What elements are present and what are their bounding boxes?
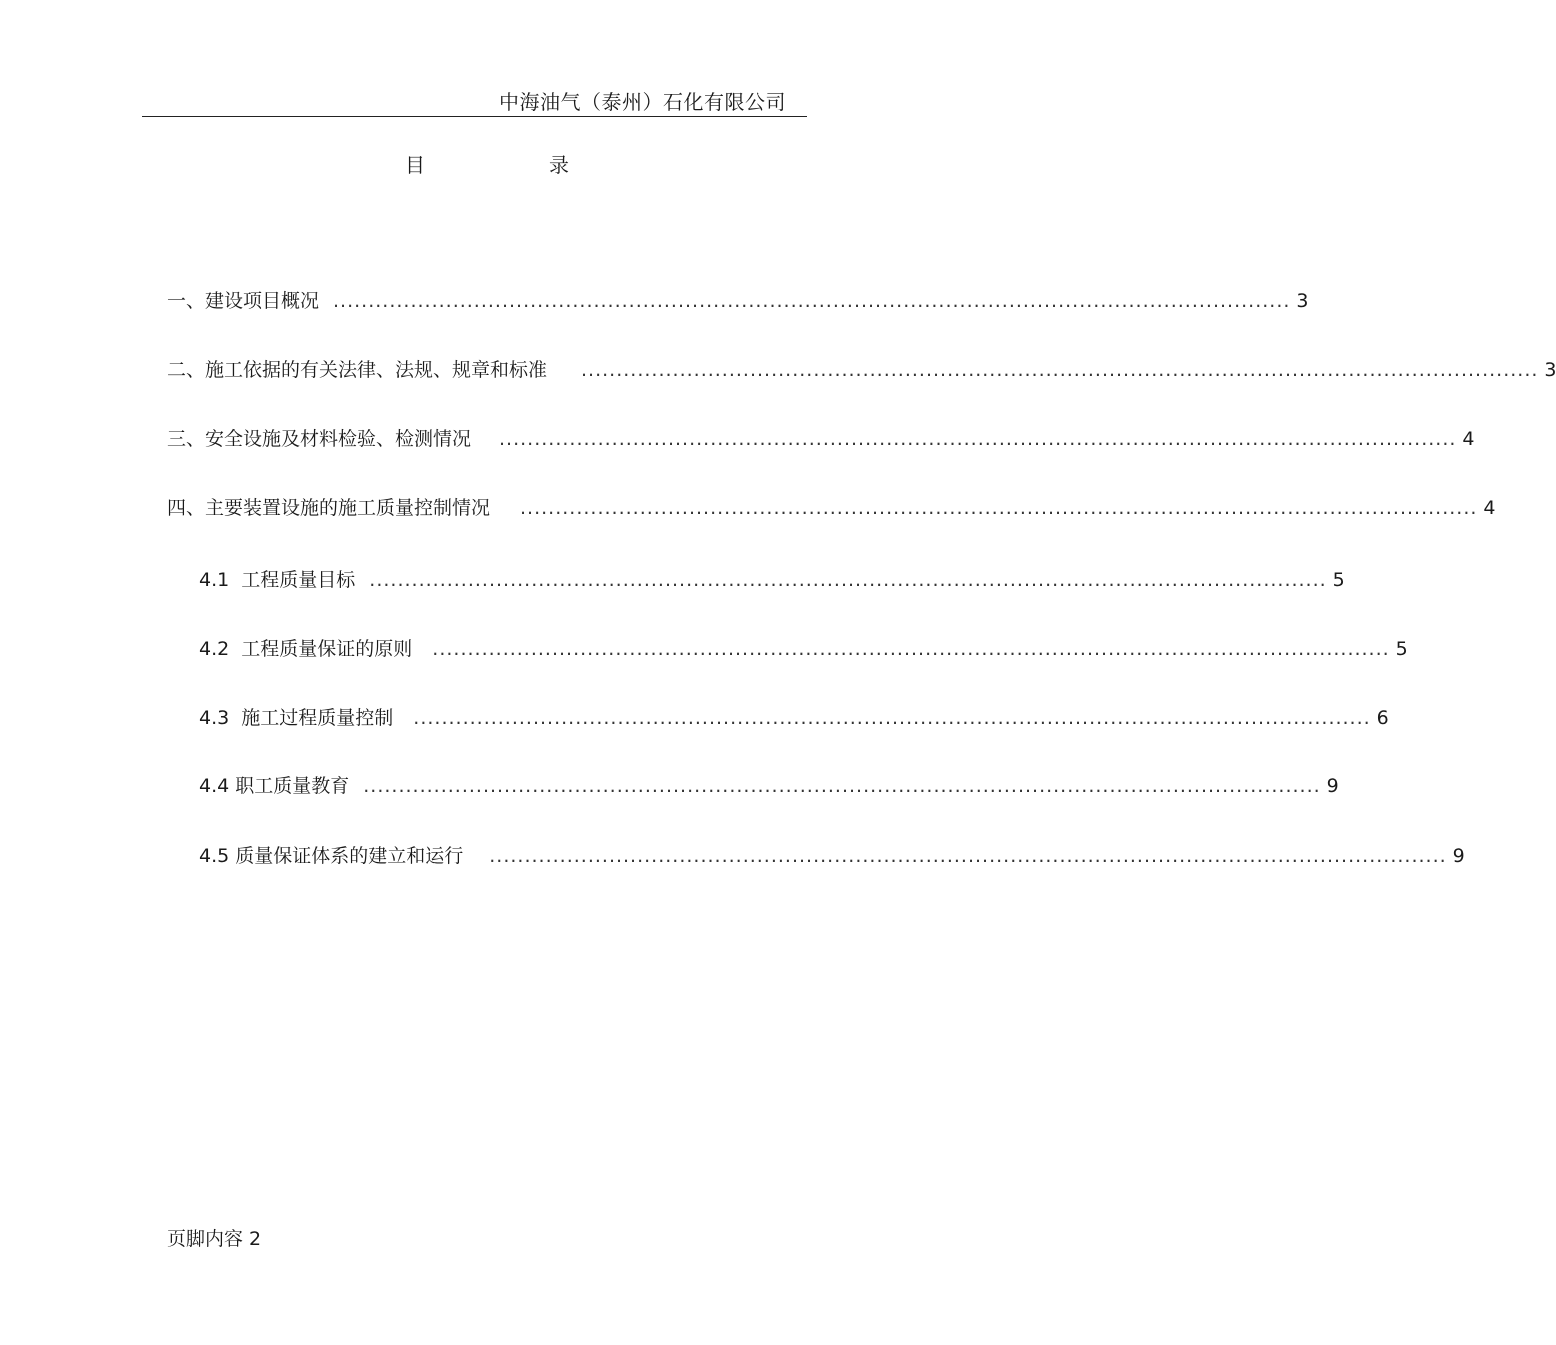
- toc-leader-dots: ........................................................................................................................................: [432, 638, 1390, 660]
- toc-entry[interactable]: [199, 703, 1389, 730]
- toc-entry-label: 4.1 工程质量目标: [199, 569, 356, 591]
- toc-entry-page: 9: [1452, 845, 1465, 867]
- toc-leader-dots: ........................................................................................................................................: [489, 845, 1447, 867]
- toc-entry[interactable]: [199, 841, 1465, 868]
- toc-entry-label: 一、建设项目概况: [167, 290, 320, 312]
- toc-entry[interactable]: [167, 424, 1475, 451]
- toc-entry-page: 4: [1483, 497, 1496, 519]
- toc-entry[interactable]: [199, 634, 1408, 661]
- toc-entry-page: 9: [1326, 775, 1339, 797]
- toc-leader-dots: ........................................................................................................................................: [520, 497, 1478, 519]
- toc-entry-label: 4.3 施工过程质量控制: [199, 707, 394, 729]
- toc-entry-label: 4.2 工程质量保证的原则: [199, 638, 413, 660]
- toc-title-left: 目: [405, 153, 425, 177]
- toc-entry-label: 二、施工依据的有关法律、法规、规章和标准: [167, 359, 548, 381]
- toc-entry-label: 三、安全设施及材料检验、检测情况: [167, 428, 472, 450]
- company-header: 中海油气（泰州）石化有限公司: [499, 90, 786, 114]
- toc-entry-page: 5: [1332, 569, 1345, 591]
- toc-entry-page: 6: [1376, 707, 1389, 729]
- toc-entry[interactable]: [167, 286, 1309, 313]
- toc-entry-label: 4.5 质量保证体系的建立和运行: [199, 845, 464, 867]
- toc-entry[interactable]: [167, 493, 1496, 520]
- toc-leader-dots: ........................................................................................................................................: [413, 707, 1371, 729]
- toc-entry-page: 3: [1296, 290, 1309, 312]
- toc-entry[interactable]: [199, 565, 1345, 592]
- toc-entry[interactable]: [167, 355, 1556, 382]
- toc-leader-dots: ........................................................................................................................................: [499, 428, 1457, 450]
- toc-title-right: 录: [549, 153, 569, 177]
- toc-title: [405, 149, 569, 178]
- toc-entry-label: 四、主要装置设施的施工质量控制情况: [167, 497, 491, 519]
- toc-entry[interactable]: [199, 771, 1339, 798]
- toc-entry-page: 5: [1395, 638, 1408, 660]
- toc-entry-label: 4.4 职工质量教育: [199, 775, 350, 797]
- page-footer: 页脚内容 2: [167, 1228, 262, 1250]
- toc-leader-dots: ........................................................................................................................................: [581, 359, 1539, 381]
- toc-entry-page: 4: [1462, 428, 1475, 450]
- toc-entry-page: 3: [1544, 359, 1556, 381]
- toc-leader-dots: ........................................................................................................................................: [333, 290, 1291, 312]
- header-divider: [142, 116, 807, 117]
- toc-leader-dots: ........................................................................................................................................: [369, 569, 1327, 591]
- toc-leader-dots: ........................................................................................................................................: [363, 775, 1321, 797]
